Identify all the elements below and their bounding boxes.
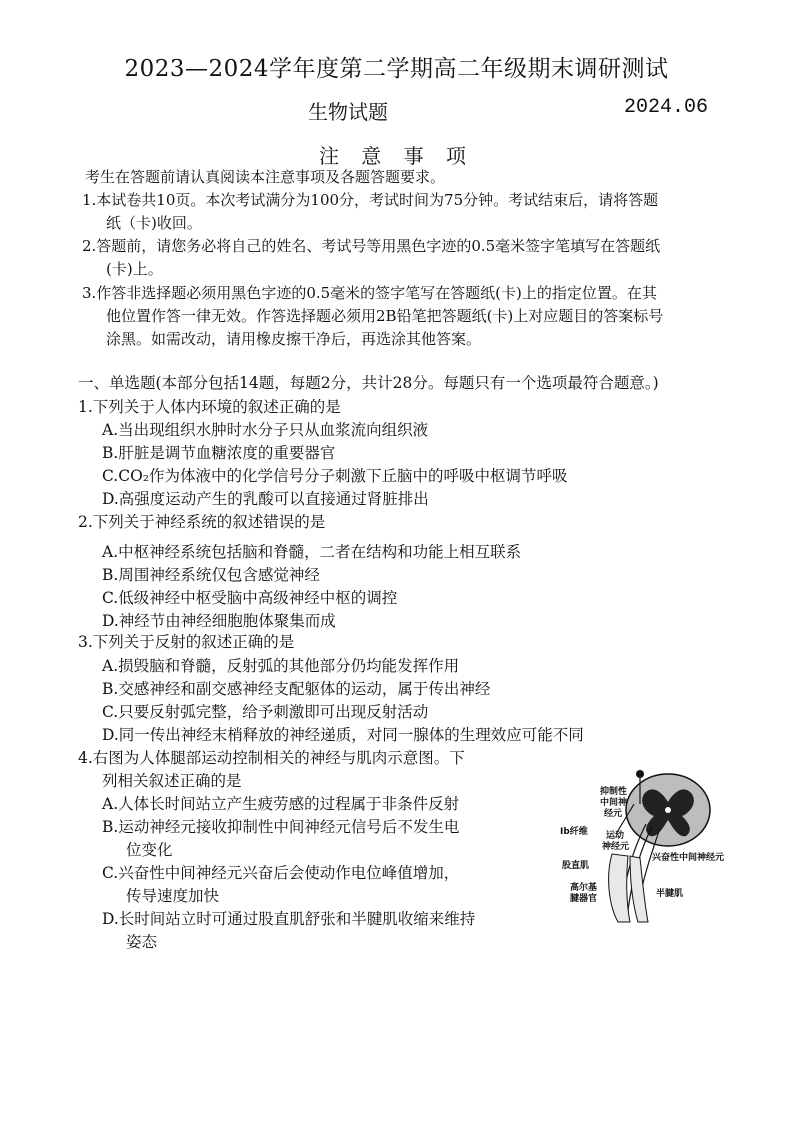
- question-3-option-c: C.只要反射弧完整，给予刺激即可出现反射活动: [102, 703, 429, 721]
- question-4-stem-line2: 列相关叙述正确的是: [102, 772, 242, 790]
- spinal-cord-section: [626, 774, 710, 846]
- exam-date: 2024.06: [624, 96, 709, 119]
- notice-item-1-line1: 1.本试卷共10页。本次考试满分为100分，考试时间为75分钟。考试结束后，请将答题: [82, 191, 659, 209]
- svg-text:神经元: 神经元: [602, 842, 630, 852]
- notice-item-2-line1: 2.答题前，请您务必将自己的姓名、考试号等用黑色字迹的0.5毫米签字笔填写在答题纸: [82, 237, 661, 255]
- svg-text:运动: 运动: [606, 831, 625, 841]
- question-3-option-a: A.损毁脑和脊髓，反射弧的其他部分仍均能发挥作用: [102, 657, 460, 675]
- excitatory-interneuron-label: 兴奋性中间神经元: [652, 853, 725, 863]
- notice-intro: 考生在答题前请认真阅读本注意事项及各题答题要求。: [85, 168, 446, 186]
- question-1-stem: 1.下列关于人体内环境的叙述正确的是: [78, 398, 341, 416]
- question-4-stem-line1: 4.右图为人体腿部运动控制相关的神经与肌肉示意图。下: [78, 749, 465, 767]
- question-4-option-a: A.人体长时间站立产生疲劳感的过程属于非条件反射: [102, 795, 460, 813]
- svg-text:抑制性: 抑制性: [600, 787, 628, 797]
- question-2-stem: 2.下列关于神经系统的叙述错误的是: [78, 513, 326, 531]
- question-1-option-b: B.肝脏是调节血糖浓度的重要器官: [102, 444, 336, 462]
- notice-item-3-line2: 他位置作答一律无效。作答选择题必须用2B铅笔把答题纸(卡)上对应题目的答案标号: [106, 307, 664, 325]
- question-4-option-b-line2: 位变化: [126, 841, 173, 859]
- question-3-option-d: D.同一传出神经末梢释放的神经递质，对同一腺体的生理效应可能不同: [102, 726, 584, 744]
- question-1-option-a: A.当出现组织水肿时水分子只从血浆流向组织液: [102, 421, 429, 439]
- spinal-cord-muscle-diagram: [556, 764, 738, 924]
- question-2-option-c: C.低级神经中枢受脑中高级神经中枢的调控: [102, 589, 398, 607]
- exam-title: 2023—2024学年度第二学期高二年级期末调研测试: [124, 56, 669, 82]
- notice-item-3-line1: 3.作答非选择题必须用黑色字迹的0.5毫米的签字笔写在答题纸(卡)上的指定位置。在其: [82, 284, 657, 302]
- question-2-option-b: B.周围神经系统仅包含感觉神经: [102, 566, 320, 584]
- notice-item-3-line3: 涂黑。如需改动，请用橡皮擦干净后，再选涂其他答案。: [106, 330, 482, 348]
- question-2-option-d: D.神经节由神经细胞胞体聚集而成: [102, 612, 336, 630]
- section-heading: 一、单选题(本部分包括14题，每题2分，共计28分。每题只有一个选项最符合题意。): [78, 374, 659, 392]
- question-1-option-c: C.CO₂作为体液中的化学信号分子刺激下丘脑中的呼吸中枢调节呼吸: [102, 467, 568, 485]
- motor-neuron-label: [602, 829, 629, 852]
- inhibitory-interneuron-label: [600, 785, 627, 819]
- question-4-option-c-line2: 传导速度加快: [126, 887, 220, 905]
- question-1-option-d: D.高强度运动产生的乳酸可以直接通过肾脏排出: [102, 490, 429, 508]
- question-4-option-b-line1: B.运动神经元接收抑制性中间神经元信号后不发生电: [102, 818, 460, 836]
- question-2-option-a: A.中枢神经系统包括脑和脊髓，二者在结构和功能上相互联系: [102, 543, 522, 561]
- question-4-option-c-line1: C.兴奋性中间神经元兴奋后会使动作电位峰值增加，: [102, 864, 460, 882]
- notice-heading: 注 意 事 项: [318, 144, 475, 168]
- svg-text:经元: 经元: [604, 809, 623, 819]
- semitendinosus-label: 半腱肌: [656, 889, 684, 899]
- notice-item-2-line2: (卡)上。: [106, 260, 163, 278]
- subject-title: 生物试题: [308, 100, 388, 124]
- rectus-femoris-label: 股直肌: [562, 861, 590, 871]
- question-4-option-d-line2: 姿态: [126, 933, 158, 951]
- question-3-option-b: B.交感神经和副交感神经支配躯体的运动，属于传出神经: [102, 680, 491, 698]
- svg-text:腱器官: 腱器官: [570, 894, 598, 904]
- question-4-option-d-line1: D.长时间站立时可通过股直肌舒张和半腱肌收缩来维持: [102, 910, 476, 928]
- golgi-tendon-organ-label: [570, 881, 597, 904]
- receptor-dot: [636, 770, 644, 778]
- ib-fiber-label: Ib纤维: [560, 827, 588, 837]
- question-3-stem: 3.下列关于反射的叙述正确的是: [78, 633, 295, 651]
- svg-text:高尔基: 高尔基: [570, 883, 598, 893]
- muscle-bundle: [609, 854, 648, 922]
- svg-text:中间神: 中间神: [600, 798, 628, 808]
- notice-item-1-line2: 纸（卡)收回。: [106, 214, 202, 232]
